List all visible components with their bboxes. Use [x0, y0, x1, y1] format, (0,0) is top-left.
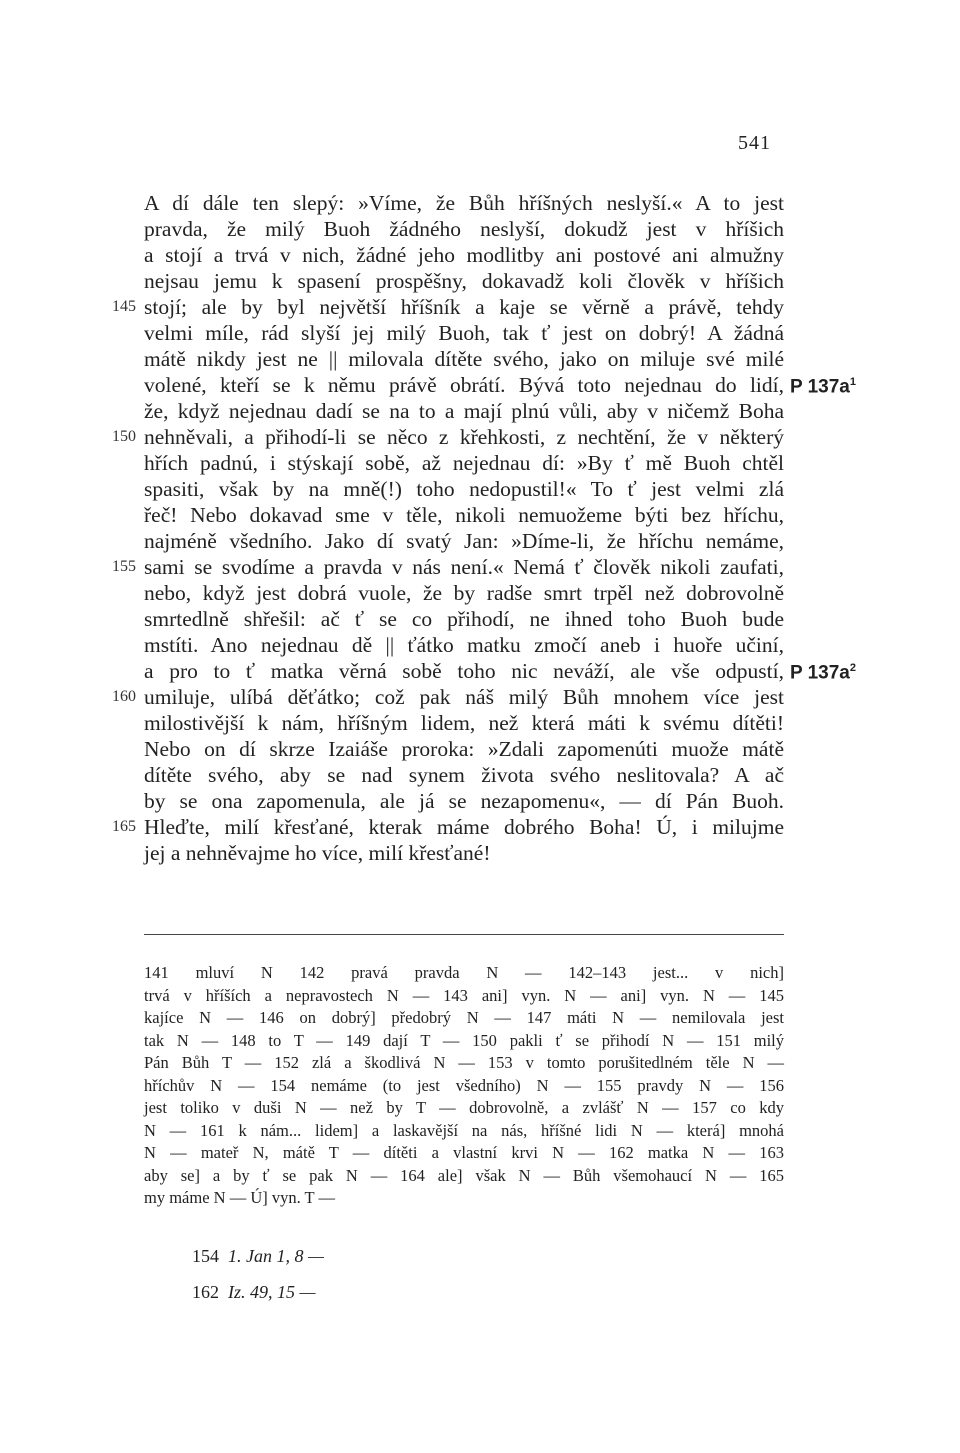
text-line: velmi míle, rád slyší jej milý Buoh, tak ť jest on dobrý! A žádná [144, 321, 784, 345]
text-line: volené, kteří se k němu právě obrátí. Bývá toto nejednau do lidí, [144, 373, 784, 397]
reference-line-number: 162 [192, 1282, 219, 1302]
footnote-separator [144, 934, 784, 935]
footnote-line: kajíce N — 146 on dobrý] předobrý N — 147 máti N — nemilovala jest [144, 1008, 784, 1027]
text-line: milostivější k nám, hříšným lidem, než která máti k svému dítěti! [144, 711, 784, 735]
text-line: nejsau jemu k spasení prospěšny, dokavadž koli člověk v hříšich [144, 269, 784, 293]
margin-note-2 [790, 662, 856, 684]
text-line: A dí dále ten slepý: »Víme, že Bůh hříšných neslyší.« A to jest [144, 191, 784, 215]
text-line: nebo, když jest dobrá vuole, že by radše smrt trpěl než dobrovolně [144, 581, 784, 605]
footnote-line: 141 mluví N 142 pravá pravda N — 142–143 jest... v nich] [144, 963, 784, 982]
text-line: hřích padnú, i stýskají sobě, až nejednau dí: »By ť mě Buoh chtěl [144, 451, 784, 475]
margin-note-label: P 137a [790, 376, 850, 398]
line-number: 150 [112, 428, 136, 445]
reference-citation: 1. Jan 1, 8 — [228, 1246, 324, 1266]
text-line: mstíti. Ano nejednau dě || ťátko matku zmočí aneb i huoře učiní, [144, 633, 784, 657]
scripture-reference [192, 1282, 316, 1303]
text-line: že, když nejednau dadí se na to a mají plnú vůli, aby v ničemž Boha [144, 399, 784, 423]
text-line: Hleďte, milí křesťané, kterak máme dobrého Boha! Ú, i milujme [144, 815, 784, 839]
line-number: 160 [112, 688, 136, 705]
margin-note-sup: 2 [849, 662, 857, 674]
line-number: 165 [112, 818, 136, 835]
text-line: dítěte svého, aby se nad synem života svého neslitovala? A ač [144, 763, 784, 787]
text-line: řeč! Nebo dokavad sme v těle, nikoli nemuožeme býti bez hříchu, [144, 503, 784, 527]
text-line: a stojí a trvá v nich, žádné jeho modlitby ani postové ani almužny [144, 243, 784, 267]
text-line: najméně všedního. Jako dí svatý Jan: »Díme-li, že hříchu nemáme, [144, 529, 784, 553]
page-number: 541 [738, 132, 771, 154]
text-line: stojí; ale by byl největší hříšník a kaje se věrně a právě, tehdy [144, 295, 784, 319]
text-line: pravda, že milý Buoh žádného neslyší, dokudž jest v hříšich [144, 217, 784, 241]
footnote-line: hříchův N — 154 nemáme (to jest všedního) N — 155 pravdy N — 156 [144, 1075, 784, 1095]
footnote-line: jest toliko v duši N — než by T — dobrovolně, a zvlášť N — 157 co kdy [144, 1098, 784, 1117]
text-line: sami se svodíme a pravda v nás není.« Nemá ť člověk nikoli zaufati, [144, 555, 784, 579]
footnote-line: N — mateř N, mátě T — dítěti a vlastní krvi N — 162 matka N — 163 [144, 1143, 784, 1162]
text-line: mátě nikdy jest ne || milovala dítěte svého, jako on miluje své milé [144, 347, 784, 371]
margin-note-1 [790, 376, 856, 398]
footnote-line: N — 161 k nám... lidem] a laskavější na nás, hříšné lidi N — která] mnohá [144, 1120, 784, 1140]
text-line: spasiti, však by na mně(!) toho nedopustil!« To ť jest velmi zlá [144, 477, 784, 501]
text-line: jej a nehněvajme ho více, milí křesťané! [144, 841, 491, 865]
reference-line-number: 154 [192, 1246, 219, 1266]
text-line: by se ona zapomenula, ale já se nezapomenu«, — dí Pán Buoh. [144, 789, 784, 813]
footnote-line: my máme N — Ú] vyn. T — [144, 1188, 335, 1207]
footnote-line: tak N — 148 to T — 149 dají T — 150 pakli ť se přihodí N — 151 milý [144, 1030, 784, 1050]
text-line: nehněvali, a přihodí-li se něco z křehkosti, z nechtění, že v některý [144, 425, 784, 449]
footnote-line: trvá v hříších a nepravostech N — 143 ani] vyn. N — ani] vyn. N — 145 [144, 985, 784, 1005]
footnote-line: aby se] a by ť se pak N — 164 ale] však N — Bůh všemohaucí N — 165 [144, 1165, 784, 1185]
text-line: Nebo on dí skrze Izaiáše proroka: »Zdali zapomenúti muože mátě [144, 737, 784, 761]
margin-note-label: P 137a [790, 662, 850, 684]
footnote-line: Pán Bůh T — 152 zlá a škodlivá N — 153 v tomto porušitedlném těle N — [144, 1053, 784, 1072]
text-line: a pro to ť matka věrná sobě toho nic neváží, ale vše odpustí, [144, 659, 784, 683]
margin-note-sup: 1 [849, 376, 857, 388]
line-number: 145 [112, 298, 136, 315]
text-line: umiluje, ulíbá děťátko; což pak náš milý Bůh mnohem více jest [144, 685, 784, 709]
text-line: smrtedlně shřešil: ač ť se co přihodí, ne ihned toho Buoh bude [144, 607, 784, 631]
line-number: 155 [112, 558, 136, 575]
reference-citation: Iz. 49, 15 — [228, 1282, 316, 1302]
scripture-reference [192, 1246, 324, 1267]
